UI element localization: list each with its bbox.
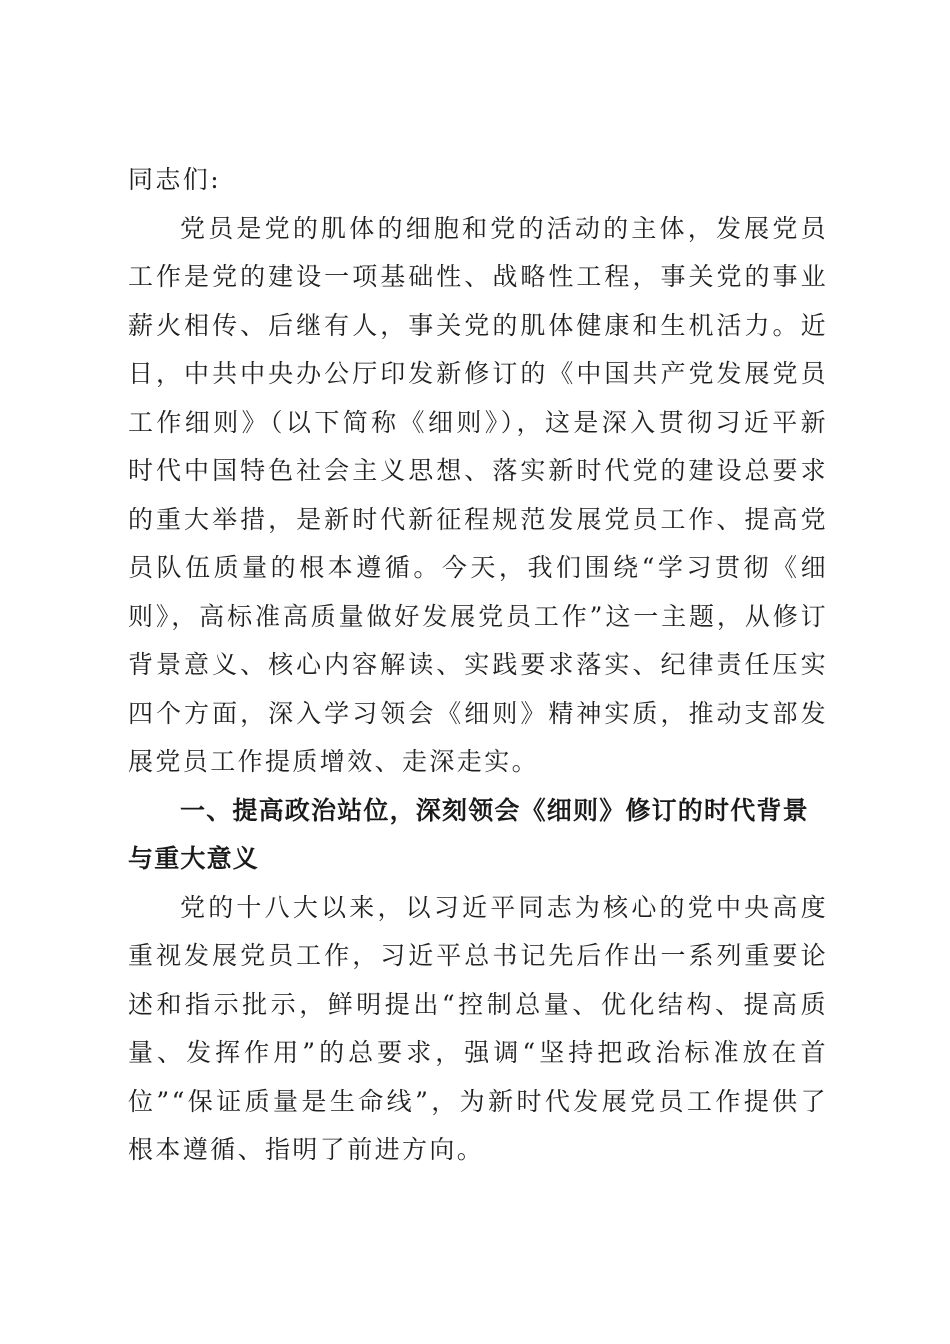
section-heading-1: 一、提高政治站位，深刻领会《细则》修订的时代背景与重大意义	[128, 795, 809, 873]
paragraph-section-1: 党的十八大以来，以习近平同志为核心的党中央高度重视发展党员工作，习近平总书记先后作出一系列重要论述和指示批示，鲜明提出“控制总量、优化结构、提高质量、发挥作用”的总要求，强调“坚持把政治标准放在首位”“保证质量是生命线”，为新时代发展党员工作提供了根本遵循、指明了前进方向。	[128, 892, 828, 1164]
paragraph-intro: 党员是党的肌体的细胞和党的活动的主体，发展党员工作是党的建设一项基础性、战略性工程，事关党的事业薪火相传、后继有人，事关党的肌体健康和生机活力。近日，中共中央办公厅印发新修订的《中国共产党发展党员工作细则》（以下简称《细则》），这是深入贯彻习近平新时代中国特色社会主义思想、落实新时代党的建设总要求的重大举措，是新时代新征程规范发展党员工作、提高党员队伍质量的根本遵循。今天，我们围绕“学习贯彻《细则》，高标准高质量做好发展党员工作”这一主题，从修订背景意义、核心内容解读、实践要求落实、纪律责任压实四个方面，深入学习领会《细则》精神实质，推动支部发展党员工作提质增效、走深走实。	[128, 213, 828, 776]
document-body	[128, 156, 828, 1175]
salutation: 同志们:	[128, 165, 222, 194]
